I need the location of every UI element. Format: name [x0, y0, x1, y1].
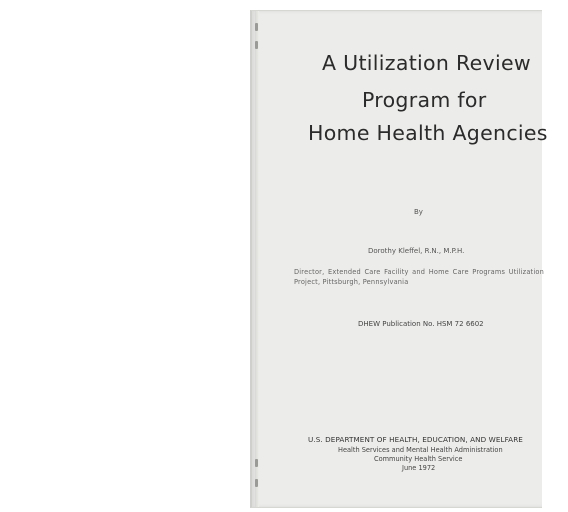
title-line-3: Home Health Agencies: [308, 121, 548, 145]
publication-date: June 1972: [402, 464, 436, 472]
service-name: Community Health Service: [374, 455, 463, 463]
cover-page: [250, 10, 548, 508]
publication-number: DHEW Publication No. HSM 72 6602: [358, 320, 484, 328]
binding-hole: [255, 41, 258, 49]
administration-name: Health Services and Mental Health Administration: [338, 446, 503, 454]
by-label: By: [414, 208, 423, 216]
binding-hole: [255, 459, 258, 467]
binding-edge: [255, 11, 259, 507]
title-line-2: Program for: [362, 88, 487, 112]
author-name: Dorothy Kleffel, R.N., M.P.H.: [368, 247, 465, 255]
binding-hole: [255, 23, 258, 31]
author-affiliation: Director, Extended Care Facility and Home Care Programs Utilization Project, Pittsburgh, Pennsylvania: [294, 268, 544, 286]
binding-hole: [255, 479, 258, 487]
department-name: U.S. DEPARTMENT OF HEALTH, EDUCATION, AND WELFARE: [308, 435, 523, 444]
title-line-1: A Utilization Review: [322, 51, 531, 75]
